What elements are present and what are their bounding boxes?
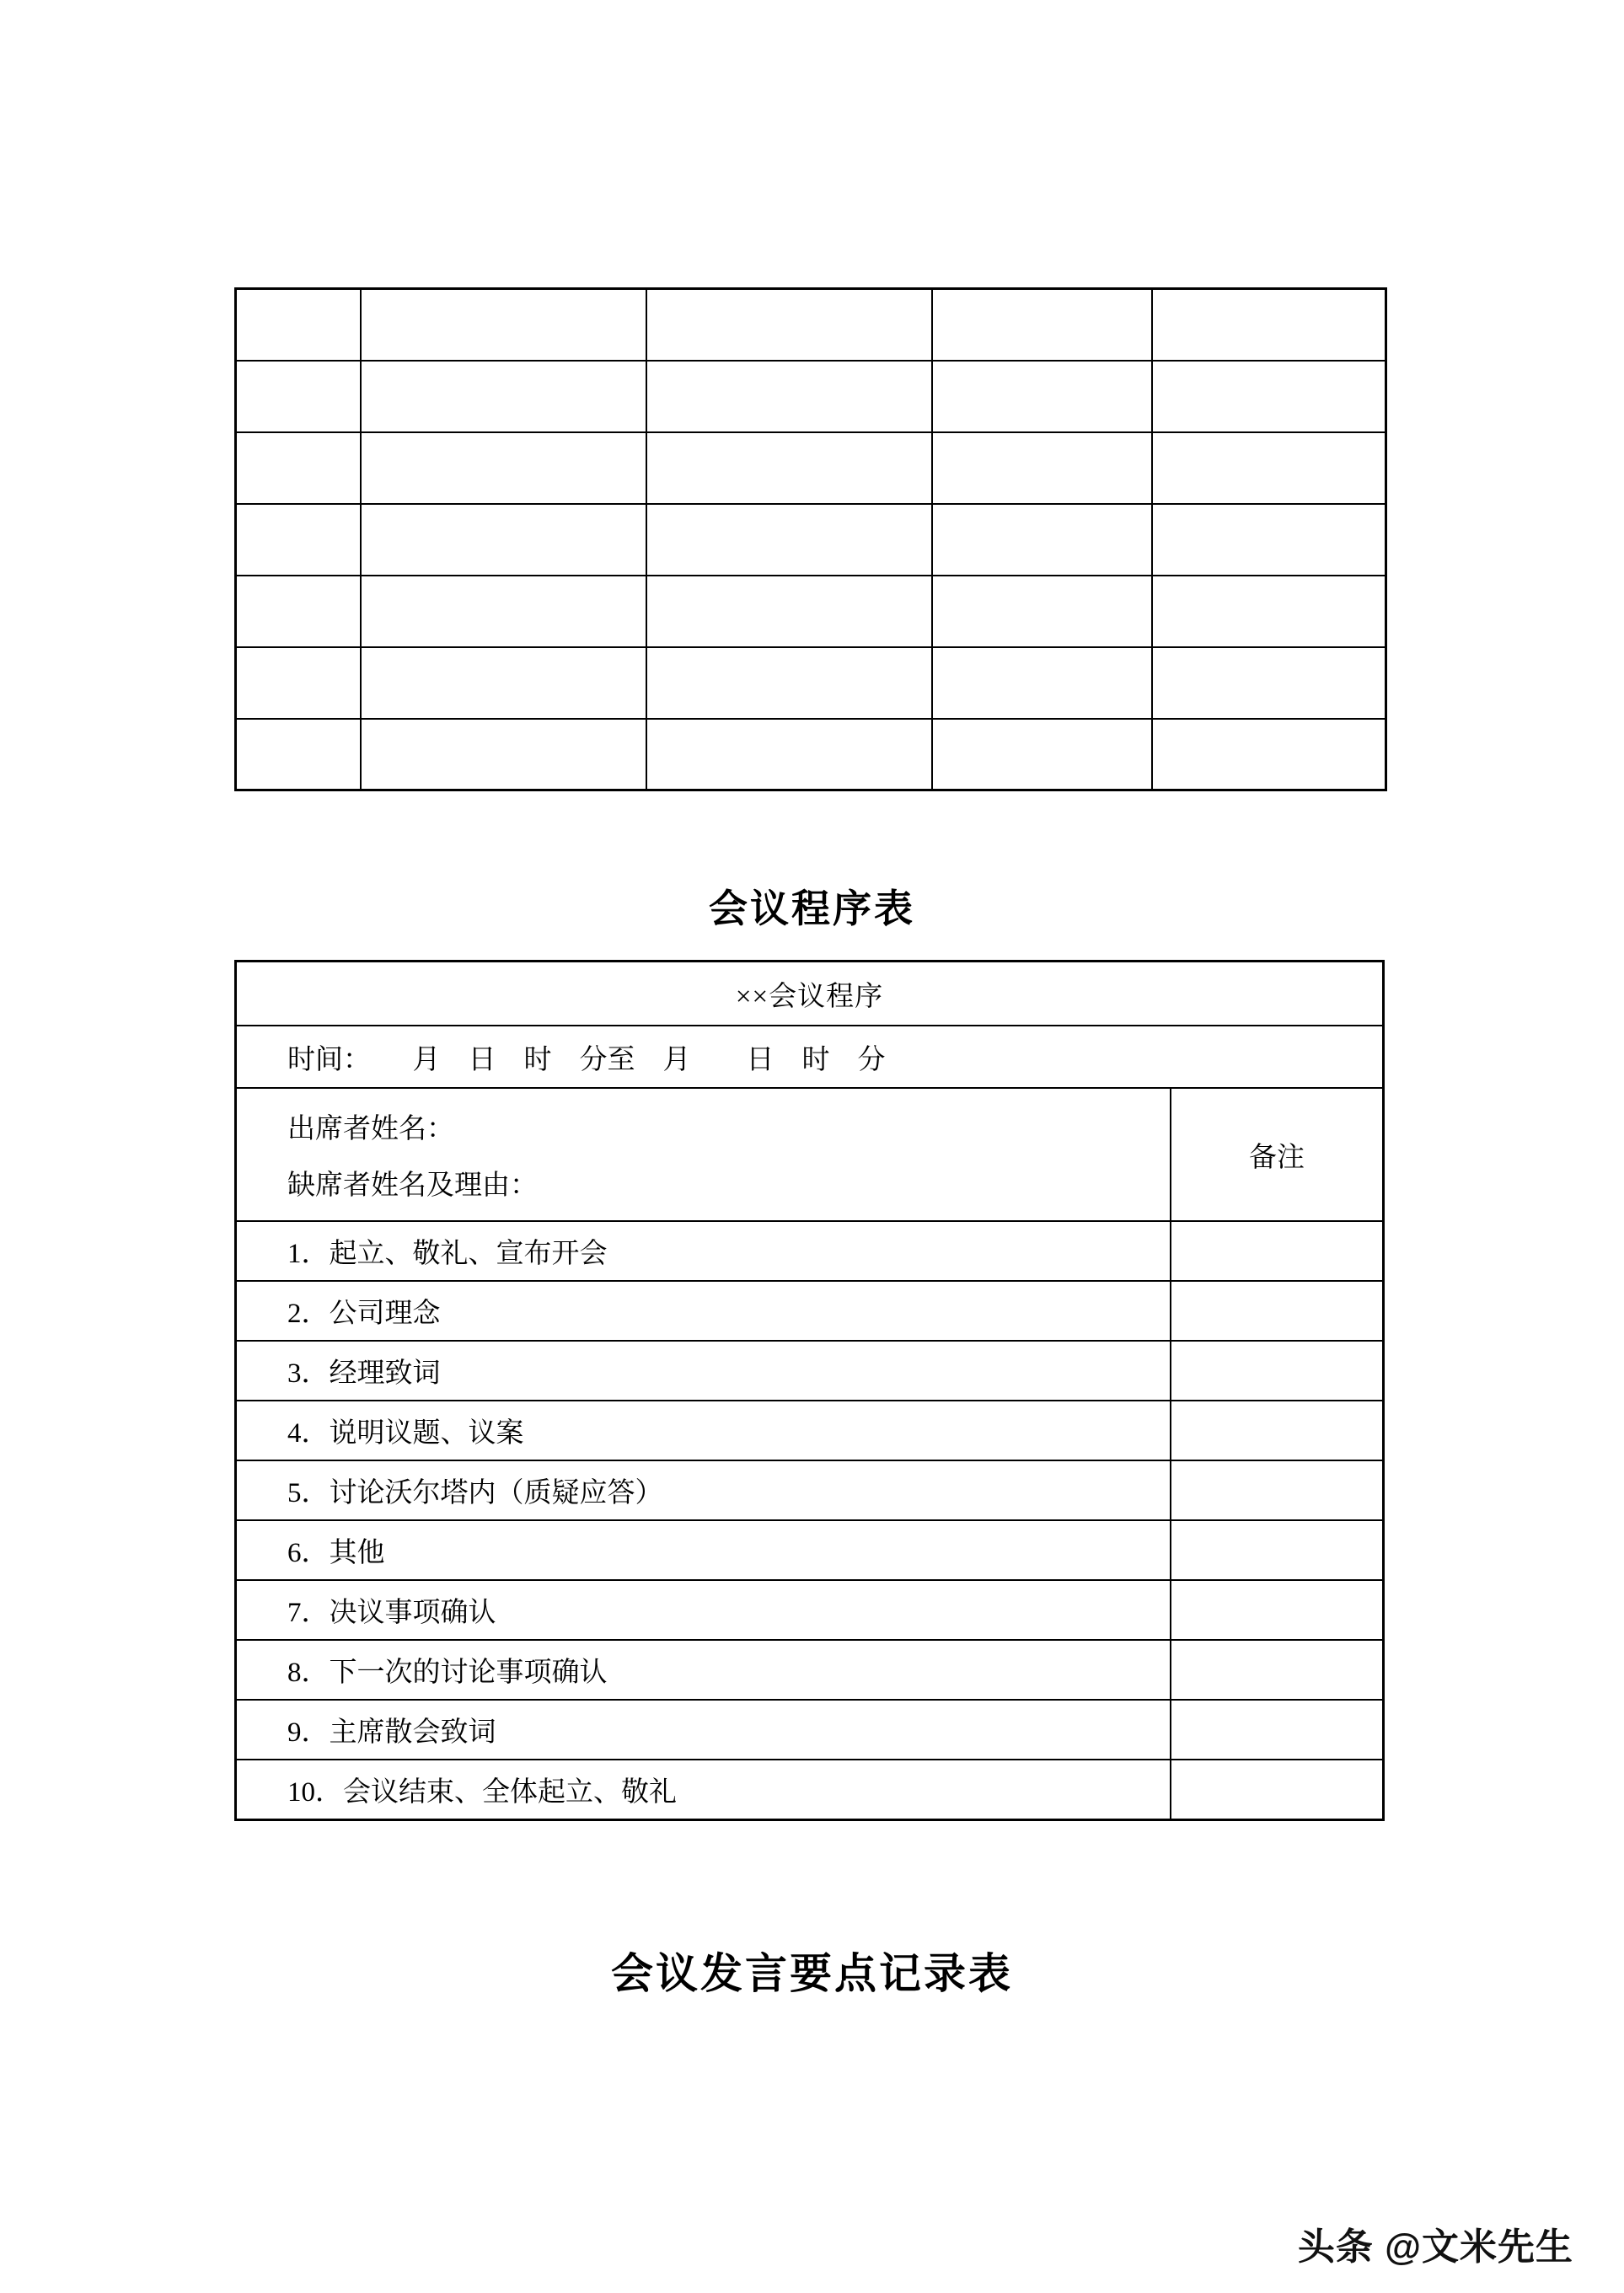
program-table-header-text: ××会议程序 bbox=[735, 981, 884, 1012]
program-table bbox=[234, 960, 1385, 1821]
empty-cell bbox=[361, 289, 646, 361]
empty-cell bbox=[932, 504, 1152, 576]
remark-header-cell: 备注 bbox=[1170, 1089, 1382, 1220]
empty-cell bbox=[932, 576, 1152, 647]
empty-cell bbox=[361, 361, 646, 432]
program-item-row bbox=[237, 1699, 1382, 1759]
empty-cell bbox=[236, 289, 361, 361]
empty-cell bbox=[361, 647, 646, 719]
empty-cell bbox=[646, 432, 932, 504]
program-item-row bbox=[237, 1639, 1382, 1699]
program-item-row bbox=[237, 1759, 1382, 1819]
empty-cell bbox=[1152, 504, 1386, 576]
empty-cell bbox=[236, 504, 361, 576]
empty-cell bbox=[1152, 361, 1386, 432]
empty-cell bbox=[932, 432, 1152, 504]
program-item-remark-cell bbox=[1170, 1581, 1382, 1639]
program-item-text: 5．讨论沃尔塔内（质疑应答） bbox=[287, 1478, 663, 1508]
attendees-line2: 缺席者姓名及理由： bbox=[287, 1171, 538, 1201]
empty-cell bbox=[932, 289, 1152, 361]
program-item-text: 4．说明议题、议案 bbox=[287, 1418, 524, 1449]
empty-cell bbox=[361, 719, 646, 790]
empty-cell bbox=[646, 576, 932, 647]
program-item-remark-cell bbox=[1170, 1401, 1382, 1460]
program-item-text: 9．主席散会致词 bbox=[287, 1717, 496, 1748]
program-time-row bbox=[237, 1025, 1382, 1087]
program-attendees-row bbox=[237, 1087, 1382, 1220]
empty-cell bbox=[236, 647, 361, 719]
program-item-text: 1．起立、敬礼、宣布开会 bbox=[287, 1239, 608, 1269]
program-item-remark-cell bbox=[1170, 1760, 1382, 1819]
program-item-row bbox=[237, 1579, 1382, 1639]
program-item-row bbox=[237, 1220, 1382, 1280]
program-item-row bbox=[237, 1280, 1382, 1340]
speech-table-title: 会议发言要点记录表 bbox=[611, 1950, 1013, 1997]
empty-cell bbox=[932, 647, 1152, 719]
empty-cell bbox=[361, 576, 646, 647]
empty-cell bbox=[236, 576, 361, 647]
program-item-row bbox=[237, 1400, 1382, 1460]
empty-cell bbox=[1152, 719, 1386, 790]
empty-cell bbox=[1152, 289, 1386, 361]
program-item-text: 6．其他 bbox=[287, 1538, 385, 1568]
program-item-row bbox=[237, 1460, 1382, 1519]
table-row bbox=[236, 289, 1386, 361]
program-item-text: 3．经理致词 bbox=[287, 1358, 441, 1389]
empty-cell bbox=[932, 719, 1152, 790]
empty-cell bbox=[361, 504, 646, 576]
empty-cell bbox=[646, 289, 932, 361]
program-item-text: 8．下一次的讨论事项确认 bbox=[287, 1658, 608, 1688]
program-item-row bbox=[237, 1519, 1382, 1579]
table-row bbox=[236, 719, 1386, 790]
watermark-text: 头条 @文米先生 bbox=[1297, 2226, 1573, 2268]
program-item-row bbox=[237, 1340, 1382, 1400]
table-row bbox=[236, 432, 1386, 504]
program-item-remark-cell bbox=[1170, 1701, 1382, 1759]
empty-cell bbox=[646, 504, 932, 576]
empty-cell bbox=[236, 432, 361, 504]
empty-cell bbox=[646, 647, 932, 719]
empty-cell bbox=[1152, 432, 1386, 504]
empty-cell bbox=[1152, 576, 1386, 647]
program-item-text: 7．决议事项确认 bbox=[287, 1598, 496, 1628]
program-item-remark-cell bbox=[1170, 1222, 1382, 1280]
empty-cell bbox=[236, 361, 361, 432]
attendees-line1: 出席者姓名： bbox=[287, 1114, 454, 1144]
attendees-cell bbox=[237, 1089, 1170, 1220]
program-table-header-row bbox=[237, 962, 1382, 1025]
table-row bbox=[236, 504, 1386, 576]
program-item-remark-cell bbox=[1170, 1521, 1382, 1579]
program-item-remark-cell bbox=[1170, 1641, 1382, 1699]
empty-cell bbox=[646, 719, 932, 790]
program-time-text: 时间： 月 日 时 分至 月 日 时 分 bbox=[287, 1044, 886, 1075]
table-row bbox=[236, 361, 1386, 432]
empty-cell bbox=[646, 361, 932, 432]
program-item-text: 2．公司理念 bbox=[287, 1299, 441, 1329]
program-item-remark-cell bbox=[1170, 1342, 1382, 1400]
empty-cell bbox=[1152, 647, 1386, 719]
program-item-remark-cell bbox=[1170, 1461, 1382, 1519]
table-row bbox=[236, 647, 1386, 719]
program-table-title: 会议程序表 bbox=[709, 887, 915, 930]
empty-grid-table bbox=[234, 287, 1387, 791]
empty-cell bbox=[361, 432, 646, 504]
empty-cell bbox=[932, 361, 1152, 432]
empty-cell bbox=[236, 719, 361, 790]
table-row bbox=[236, 576, 1386, 647]
program-item-text: 10．会议结束、全体起立、敬礼 bbox=[287, 1777, 677, 1808]
program-item-remark-cell bbox=[1170, 1282, 1382, 1340]
